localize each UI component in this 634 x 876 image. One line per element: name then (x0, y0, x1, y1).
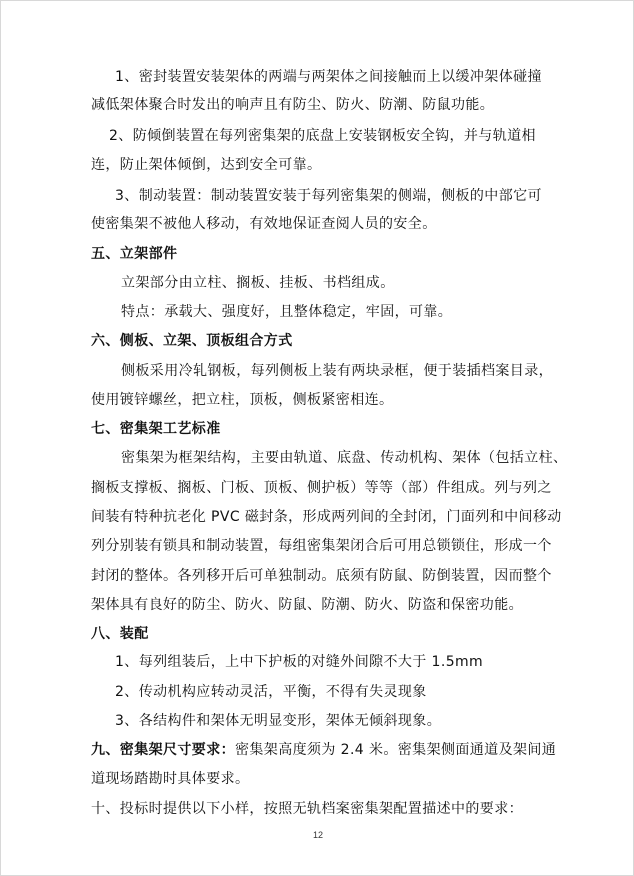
paragraph-line: 1、密封装置安装架体的两端与两架体之间接触而上以缓冲架体碰撞 (115, 69, 542, 85)
paragraph-line: 列分别装有锁具和制动装置，每组密集架闭合后可用总锁锁住，形成一个 (91, 538, 552, 554)
section-heading: 六、侧板、立架、顶板组合方式 (91, 333, 293, 349)
paragraph-line: 间装有特种抗老化 PVC 磁封条，形成两列间的全封闭，门面列和中间移动 (91, 509, 562, 525)
paragraph-line: 使密集架不被他人移动，有效地保证查阅人员的安全。 (91, 216, 437, 232)
section-heading: 五、立架部件 (91, 246, 178, 262)
section-heading: 七、密集架工艺标准 (91, 421, 221, 437)
paragraph-line: 封闭的整体。各列移开后可单独制动。底须有防鼠、防倒装置，因而整个 (91, 568, 552, 584)
paragraph-line: 连，防止架体倾倒，达到安全可靠。 (91, 157, 322, 173)
paragraph-line: 道现场踏勘时具体要求。 (91, 771, 250, 787)
paragraph-line: 减低架体聚合时发出的响声且有防尘、防火、防潮、防鼠功能。 (91, 97, 495, 113)
page-number: 12 (312, 830, 323, 840)
paragraph-line: 立架部分由立柱、搁板、挂板、书档组成。 (121, 275, 395, 291)
section-heading-inline: 九、密集架尺寸要求： (91, 742, 235, 758)
paragraph-line: 侧板采用冷轧钢板，每列侧板上装有两块录框，便于装插档案目录， (121, 363, 553, 379)
paragraph-line: 使用镀锌螺丝，把立柱，顶板，侧板紧密相连。 (91, 392, 394, 408)
paragraph-line: 3、制动装置：制动装置安装于每列密集架的侧端，侧板的中部它可 (115, 188, 542, 204)
paragraph-line: 架体具有良好的防尘、防火、防鼠、防潮、防火、防盗和保密功能。 (91, 597, 523, 613)
section-heading: 八、装配 (91, 626, 149, 642)
paragraph-line: 特点：承载大、强度好，且整体稳定，牢固，可靠。 (121, 304, 453, 320)
paragraph-line: 密集架为框架结构，主要由轨道、底盘、传动机构、架体（包括立柱、 (121, 450, 568, 466)
paragraph-line: 搁板支撑板、搁板、门板、顶板、侧护板）等等（部）件组成。列与列之 (91, 480, 552, 496)
paragraph-line: 2、传动机构应转动灵活，平衡，不得有失灵现象 (115, 684, 427, 700)
paragraph-line: 2、防倾倒装置在每列密集架的底盘上安装钢板安全钩，并与轨道相 (109, 128, 536, 144)
paragraph-line: 十、投标时提供以下小样，按照无轨档案密集架配置描述中的要求： (91, 801, 523, 817)
paragraph-line: 3、各结构件和架体无明显变形，架体无倾斜现象。 (115, 713, 442, 729)
paragraph-line (91, 741, 556, 759)
paragraph-line: 1、每列组装后，上中下护板的对缝外间隙不大于 1.5mm (115, 654, 484, 670)
paragraph-text: 密集架高度须为 2.4 米。密集架侧面通道及架间通 (235, 742, 557, 758)
